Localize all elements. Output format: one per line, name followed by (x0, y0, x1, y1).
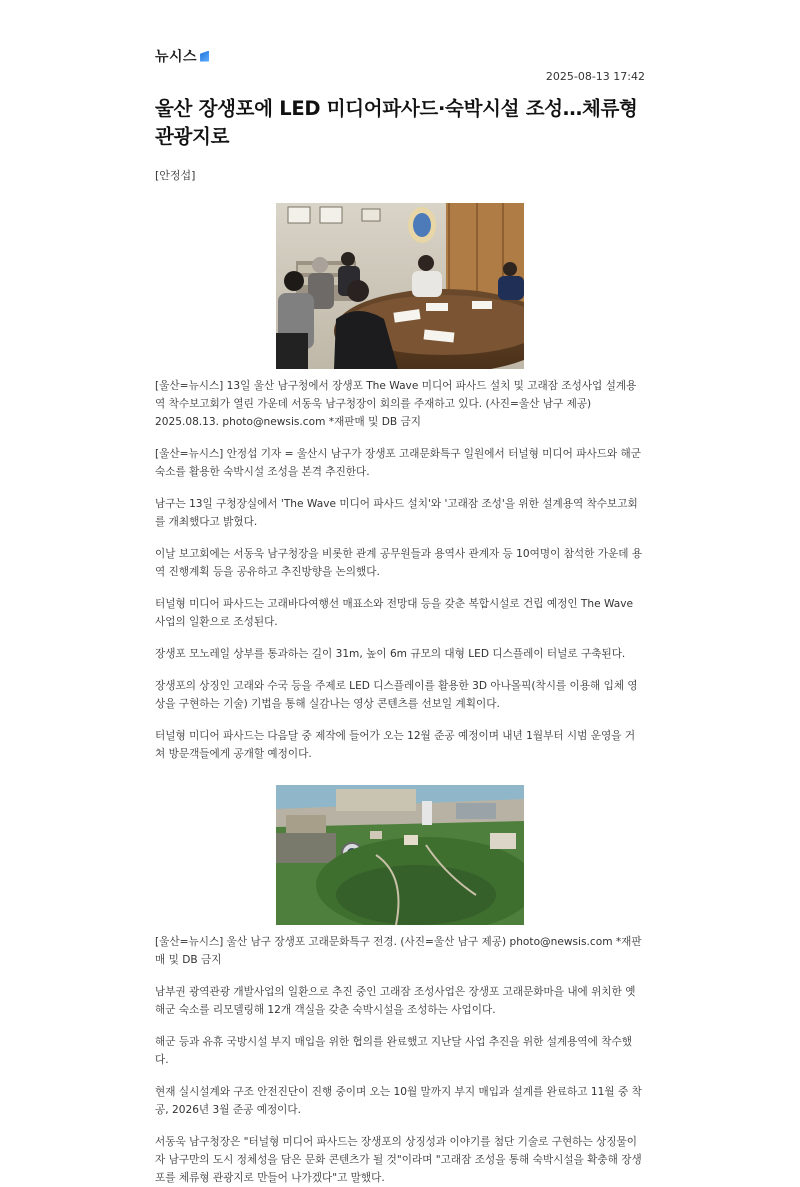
article-byline: [안정섭] (155, 169, 196, 182)
logo-mark-icon (200, 51, 209, 62)
article-paragraph: 터널형 미디어 파사드는 고래바다여행선 매표소와 전망대 등을 갖춘 복합시설로 건립 예정인 The Wave 사업의 일환으로 조성된다. (155, 598, 634, 628)
newsis-logo[interactable] (155, 44, 645, 68)
article-page (155, 44, 645, 1187)
aerial-photo (276, 785, 524, 925)
article-paragraph: 서동욱 남구청장은 "터널형 미디어 파사드는 장생포의 상징성과 이야기를 첨단 기술로 구현하는 상징물이자 남구만의 도시 정체성을 담은 문화 콘텐츠가 될 것"이라며 "고래잠 조성을 통해 숙박시설을 확충해 장생포를 체류형 관광지로 만들어 나가겠다"고 말했다. (155, 1136, 642, 1184)
article-paragraph: 현재 실시설계와 구조 안전진단이 진행 중이며 오는 10월 말까지 부지 매입과 설계를 완료하고 11월 중 착공, 2026년 3월 준공 예정이다. (155, 1086, 642, 1116)
article-title: 울산 장생포에 LED 미디어파사드·숙박시설 조성…체류형 관광지로 (155, 97, 638, 148)
article-paragraph: [울산=뉴시스] 안정섭 기자 = 울산시 남구가 장생포 고래문화특구 일원에서 터널형 미디어 파사드와 해군 숙소를 활용한 숙박시설 조성을 본격 추진한다. (155, 448, 642, 478)
article-paragraph: 장생포 모노레일 상부를 통과하는 길이 31m, 높이 6m 규모의 대형 LED 디스플레이 터널로 구축된다. (155, 648, 626, 660)
article-paragraph: 터널형 미디어 파사드는 다음달 중 제작에 들어가 오는 12월 준공 예정이며 내년 1월부터 시범 운영을 거쳐 방문객들에게 공개할 예정이다. (155, 730, 636, 760)
article-paragraph: 남구는 13일 구청장실에서 'The Wave 미디어 파사드 설치'와 '고래잠 조성'을 위한 설계용역 착수보고회를 개최했다고 밝혔다. (155, 498, 638, 528)
photo1-caption: [울산=뉴시스] 13일 울산 남구청에서 장생포 The Wave 미디어 파사드 설치 및 고래잠 조성사업 설계용역 착수보고회가 열린 가운데 서동욱 남구청장이 회의를 주재하고 있다. (사진=울산 남구 제공) 2025.08.13. photo@newsis.com *재판매 및 DB 금지 (155, 380, 637, 428)
article-paragraph: 해군 등과 유휴 국방시설 부지 매입을 위한 협의를 완료했고 지난달 사업 추진을 위한 설계용역에 착수했다. (155, 1036, 632, 1066)
photo2-caption: [울산=뉴시스] 울산 남구 장생포 고래문화특구 전경. (사진=울산 남구 제공) photo@newsis.com *재판매 및 DB 금지 (155, 936, 642, 966)
article-datetime: 2025-08-13 17:42 (545, 70, 645, 83)
article-paragraph: 장생포의 상징인 고래와 수국 등을 주제로 LED 디스플레이를 활용한 3D 아나몰픽(착시를 이용해 입체 영상을 구현하는 기술) 기법을 통해 실감나는 영상 콘텐츠를 선보일 계획이다. (155, 680, 638, 710)
meeting-photo (276, 203, 524, 369)
logo-text: 뉴시스 (155, 49, 198, 65)
article-paragraph: 남부권 광역관광 개발사업의 일환으로 추진 중인 고래잠 조성사업은 장생포 고래문화마을 내에 위치한 옛 해군 숙소를 리모델링해 12개 객실을 갖춘 숙박시설을 조성하는 사업이다. (155, 986, 636, 1016)
article-paragraph: 이날 보고회에는 서동욱 남구청장을 비롯한 관계 공무원들과 용역사 관계자 등 10여명이 참석한 가운데 용역 진행계획 등을 공유하고 추진방향을 논의했다. (155, 548, 643, 578)
